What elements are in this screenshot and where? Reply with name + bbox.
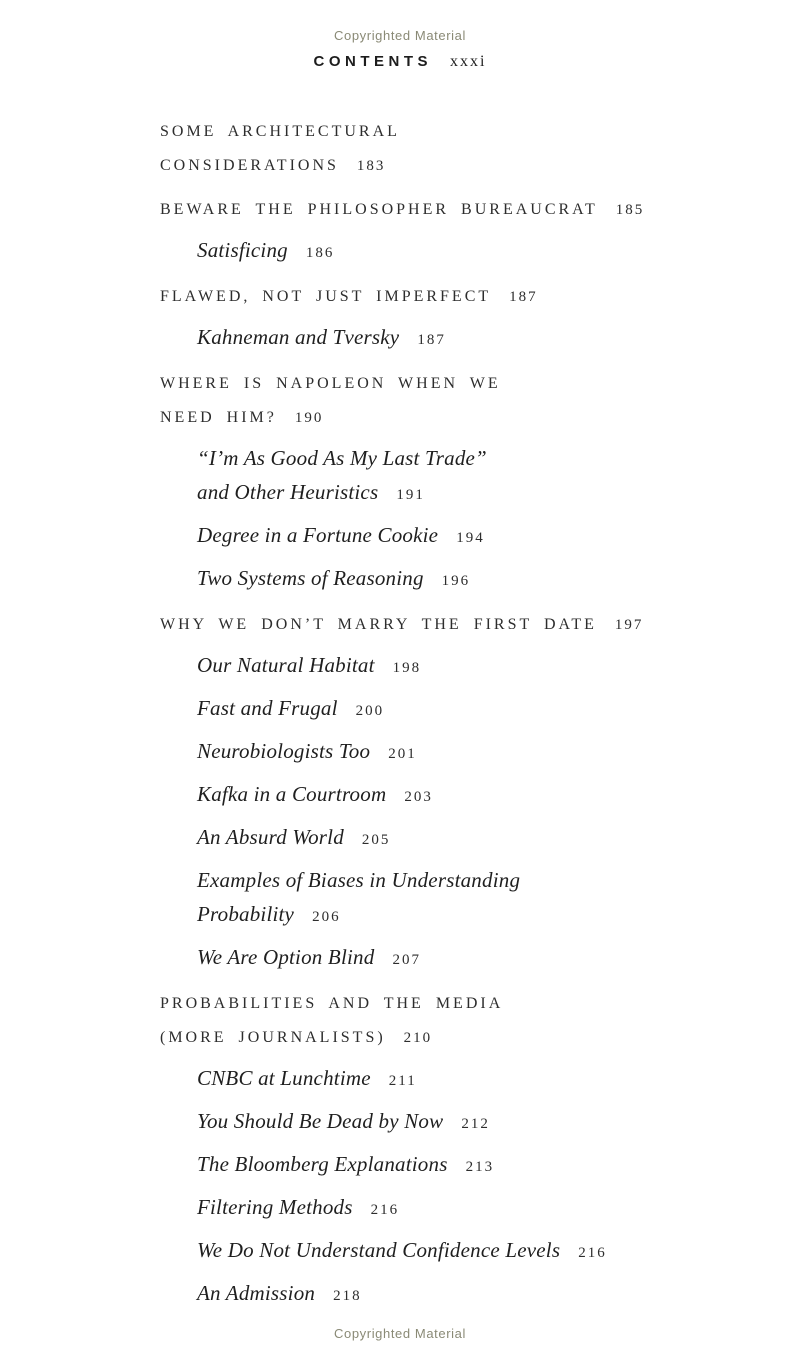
toc-entry-page: 213 [465,1159,495,1175]
page-number-roman: xxxi [450,53,487,70]
contents-heading: CONTENTS [313,53,433,70]
toc-entry-page: 194 [456,530,485,546]
toc-sub-entry [160,863,730,934]
toc-entry-text: NEED HIM? [160,409,277,426]
toc-section-heading [160,193,730,227]
toc-entry-line [197,1147,730,1184]
toc-entry-line [197,648,730,685]
toc-entry-page: 201 [388,746,417,762]
toc-sub-entry [160,1104,730,1141]
toc-entry-text: Kafka in a Courtroom [197,782,387,806]
toc-entry-text: We Do Not Understand Confidence Levels [197,1238,561,1262]
toc-section-heading [160,115,730,183]
toc-entry-text: Fast and Frugal [197,696,338,720]
toc-entry-text: Probability [197,902,295,926]
toc-sub-entry [160,1276,730,1313]
toc-entry-page: 200 [355,703,385,719]
toc-entry-page: 187 [509,289,538,305]
toc-entry-page: 212 [461,1116,490,1132]
toc-entry-text: “I’m As Good As My Last Trade” [197,446,487,470]
toc-sub-entry [160,441,730,512]
toc-entry-text: (MORE JOURNALISTS) [160,1029,386,1046]
toc-entry-page: 206 [312,909,341,925]
toc-entry-line [197,734,730,771]
toc-entry-line [197,1190,730,1227]
toc-entry-line [160,987,730,1021]
toc-entry-text: Degree in a Fortune Cookie [197,523,439,547]
toc-entry-line [197,518,730,555]
toc-sub-entry [160,1233,730,1270]
toc-entry-line [197,820,730,857]
toc-section-heading [160,608,730,642]
toc-entry-line [197,863,730,897]
toc-entry-text: Our Natural Habitat [197,653,375,677]
toc-entry-text: PROBABILITIES AND THE MEDIA [160,995,504,1012]
toc-entry-line [197,475,730,512]
toc-entry-text: Examples of Biases in Understanding [197,868,521,892]
toc-entry-page: 205 [361,832,391,848]
running-head [0,53,800,71]
toc-entry-text: An Absurd World [197,825,344,849]
toc-entry-page: 207 [392,952,421,968]
toc-entry-text: BEWARE THE PHILOSOPHER BUREAUCRAT [160,201,598,218]
toc-entry-line [160,608,730,642]
toc-entry-text: WHY WE DON’T MARRY THE FIRST DATE [160,616,597,633]
table-of-contents [0,115,800,1313]
toc-sub-entry [160,777,730,814]
toc-sub-entry [160,1061,730,1098]
toc-entry-text: FLAWED, NOT JUST IMPERFECT [160,288,492,305]
toc-entry-page: 191 [396,487,425,503]
toc-entry-line [197,441,730,475]
copyright-notice-top: Copyrighted Material [334,28,466,43]
toc-entry-line [160,193,730,227]
toc-entry-page: 210 [403,1030,433,1046]
toc-entry-page: 196 [441,573,471,589]
toc-entry-line [197,233,730,270]
toc-section-heading [160,280,730,314]
toc-sub-entry [160,734,730,771]
toc-entry-line [160,367,730,401]
toc-sub-entry [160,1190,730,1227]
toc-sub-entry [160,518,730,555]
toc-entry-text: You Should Be Dead by Now [197,1109,444,1133]
copyright-notice-bottom: Copyrighted Material [334,1326,466,1341]
toc-entry-line [197,1061,730,1098]
toc-entry-text: Two Systems of Reasoning [197,566,424,590]
toc-sub-entry [160,320,730,357]
toc-entry-text: An Admission [197,1281,316,1305]
toc-sub-entry [160,1147,730,1184]
toc-entry-page: 216 [578,1245,607,1261]
toc-sub-entry [160,561,730,598]
toc-sub-entry [160,233,730,270]
toc-entry-line [197,561,730,598]
toc-entry-line [197,1276,730,1313]
toc-entry-line [197,1104,730,1141]
toc-entry-text: SOME ARCHITECTURAL [160,123,400,140]
toc-entry-page: 211 [388,1073,417,1089]
toc-sub-entry [160,940,730,977]
toc-entry-page: 187 [417,332,446,348]
toc-entry-page: 186 [305,245,335,261]
toc-entry-text: We Are Option Blind [197,945,375,969]
toc-section-heading [160,367,730,435]
toc-entry-page: 197 [614,617,644,633]
toc-entry-line [197,897,730,934]
toc-entry-page: 198 [392,660,422,676]
toc-entry-line [197,940,730,977]
toc-entry-page: 185 [615,202,645,218]
toc-entry-line [197,1233,730,1270]
toc-sub-entry [160,820,730,857]
toc-entry-text: Filtering Methods [197,1195,353,1219]
toc-entry-text: Kahneman and Tversky [197,325,400,349]
toc-entry-text: Neurobiologists Too [197,739,371,763]
toc-entry-line [197,777,730,814]
toc-entry-text: CONSIDERATIONS [160,157,339,174]
toc-entry-text: WHERE IS NAPOLEON WHEN WE [160,375,501,392]
toc-entry-line [160,401,730,435]
toc-entry-line [160,115,730,149]
toc-entry-line [160,280,730,314]
toc-entry-line [160,1021,730,1055]
toc-section-heading [160,987,730,1055]
toc-entry-line [197,691,730,728]
toc-entry-page: 183 [356,158,386,174]
toc-entry-page: 203 [404,789,433,805]
toc-entry-line [160,149,730,183]
toc-entry-page: 190 [294,410,324,426]
toc-entry-page: 218 [333,1288,362,1304]
toc-entry-text: CNBC at Lunchtime [197,1066,371,1090]
toc-sub-entry [160,691,730,728]
toc-entry-page: 216 [370,1202,400,1218]
toc-entry-text: Satisficing [197,238,288,262]
toc-entry-line [197,320,730,357]
toc-entry-text: and Other Heuristics [197,480,379,504]
toc-sub-entry [160,648,730,685]
toc-entry-text: The Bloomberg Explanations [197,1152,448,1176]
